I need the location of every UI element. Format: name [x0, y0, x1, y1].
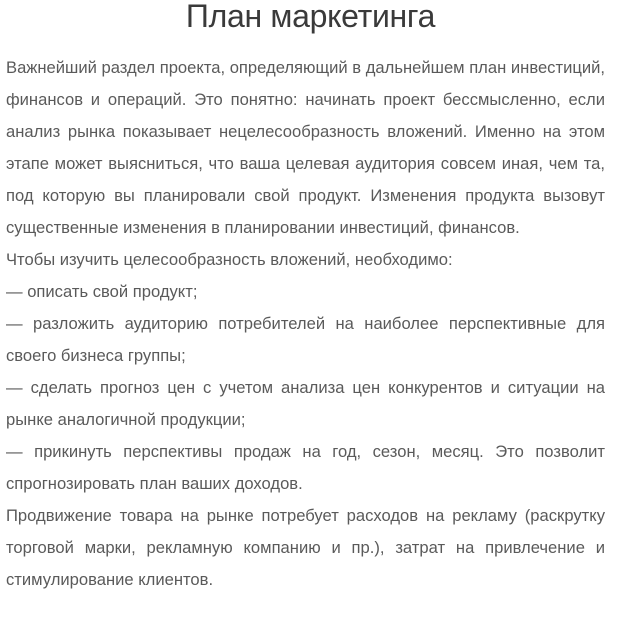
list-item-segment-audience: — разложить аудиторию потребителей на наиболее перспективные для своего бизнеса группы;: [6, 314, 605, 365]
paragraph-requirements-lead: Чтобы изучить целесообразность вложений, необходимо:: [6, 250, 453, 269]
list-item-sales-outlook: — прикинуть перспективы продаж на год, сезон, месяц. Это позволит спрогнозировать план ваших доходов.: [6, 442, 605, 493]
paragraph-intro: Важнейший раздел проекта, определяющий в дальнейшем план инвестиций, финансов и операций. Это понятно: начинать проект бессмысленно, если анализ рынка показывает нецелесообразность вложений. Именно на этом этапе может выясниться, что ваша целевая аудитория совсем иная, чем та, под которую вы планировали свой продукт. Изменения продукта вызовут существенные изменения в планировании инвестиций, финансов.: [6, 58, 605, 237]
list-item-describe-product: — описать свой продукт;: [6, 282, 198, 301]
page-title: План маркетинга: [185, 0, 436, 34]
list-item-price-forecast: — сделать прогноз цен с учетом анализа цен конкурентов и ситуации на рынке аналогичной продукции;: [6, 378, 605, 429]
paragraph-promotion: Продвижение товара на рынке потребует расходов на рекламу (раскрутку торговой марки, рекламную компанию и пр.), затрат на привлечение и стимулирование клиентов.: [6, 506, 605, 589]
document-body: [6, 52, 605, 596]
